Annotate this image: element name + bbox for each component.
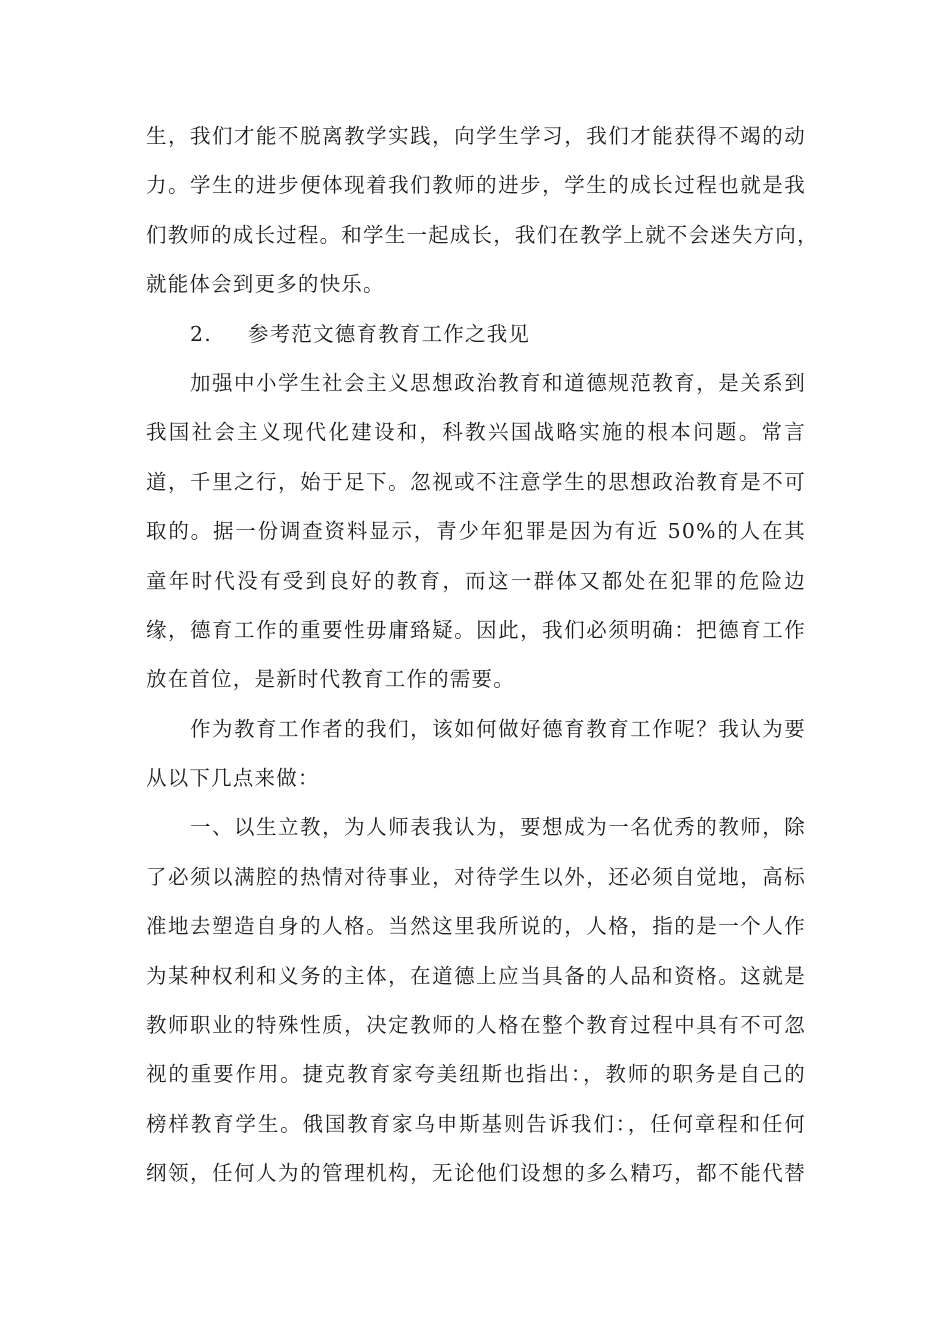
paragraph-line: 为某种权利和义务的主体，在道德上应当具备的人品和资格。这就是 — [146, 963, 806, 988]
paragraph-line: 我国社会主义现代化建设和，科教兴国战略实施的根本问题。常言 — [146, 420, 806, 445]
section-title: 参考范文德育教育工作之我见 — [248, 321, 531, 346]
paragraph-line: 力。学生的进步便体现着我们教师的进步，学生的成长过程也就是我 — [146, 173, 806, 198]
paragraph-line: 童年时代没有受到良好的教育，而这一群体又都处在犯罪的危险边 — [146, 568, 806, 593]
paragraph-line: 作为教育工作者的我们，该如何做好德育教育工作呢？我认为要 — [190, 716, 806, 741]
section-heading — [146, 310, 806, 359]
paragraph-line: 生，我们才能不脱离教学实践，向学生学习，我们才能获得不竭的动 — [146, 124, 806, 148]
paragraph-line: 视的重要作用。捷克教育家夸美纽斯也指出：，教师的职务是自己的 — [146, 1062, 806, 1087]
paragraph-line: 了必须以满腔的热情对待事业，对待学生以外，还必须自觉地，高标 — [146, 864, 806, 889]
paragraph-line: 从以下几点来做： — [146, 766, 320, 791]
section-number: 2. — [190, 321, 212, 346]
paragraph-line: 榜样教育学生。俄国教育家乌申斯基则告诉我们：，任何章程和任何 — [146, 1111, 806, 1136]
paragraph-line: 教师职业的特殊性质，决定教师的人格在整个教育过程中具有不可忽 — [146, 1013, 806, 1038]
paragraph-line: 就能体会到更多的快乐。 — [146, 272, 385, 297]
paragraph-line: 道，千里之行，始于足下。忽视或不注意学生的思想政治教育是不可 — [146, 469, 806, 494]
paragraph-line: 准地去塑造自身的人格。当然这里我所说的，人格，指的是一个人作 — [146, 914, 806, 939]
paragraph-line: 纲领，任何人为的管理机构，无论他们设想的多么精巧，都不能代替 — [146, 1161, 806, 1186]
document-body — [146, 112, 819, 1199]
paragraph-line: 一、以生立教，为人师表我认为，要想成为一名优秀的教师，除 — [190, 815, 806, 840]
paragraph-line: 放在首位，是新时代教育工作的需要。 — [146, 667, 515, 692]
paragraph-line: 取的。据一份调查资料显示，青少年犯罪是因为有近 50%的人在其 — [146, 519, 806, 544]
paragraph-line: 缘，德育工作的重要性毋庸臵疑。因此，我们必须明确：把德育工作 — [146, 617, 806, 642]
paragraph-line: 们教师的成长过程。和学生一起成长，我们在教学上就不会迷失方向， — [146, 222, 819, 247]
paragraph-line: 加强中小学生社会主义思想政治教育和道德规范教育，是关系到 — [190, 370, 806, 395]
